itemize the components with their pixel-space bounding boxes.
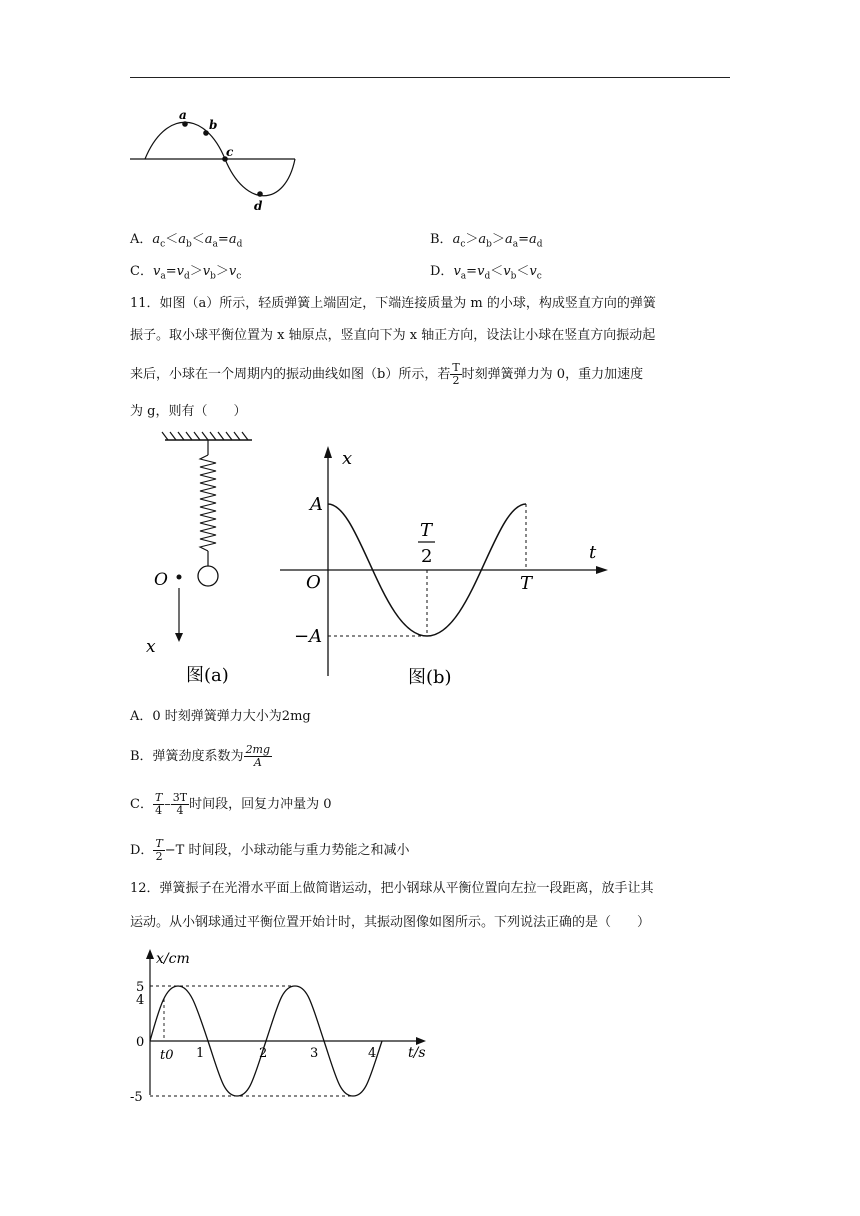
ytick-5: 5 [136,980,145,995]
q11-line2: 振子。取小球平衡位置为 x 轴原点，竖直向下为 x 轴正方向，设法让小球在竖直方向振动起 [130,328,656,343]
spring-figure-a [140,430,270,690]
fig-b-t: t [589,542,597,563]
label-d: d [254,199,263,213]
q11-line3: 来后，小球在一个周期内的振动曲线如图（b）所示，若 $\frac{T}{2}$ 时刻弹簧弹力为 0，重力加速度 [130,361,644,387]
q11-option-c[interactable]: C． $\frac{T}{4}$ – $\frac{3T}{4}$ 时间段，回复力冲量为 0 [130,791,332,817]
fig-b-O: O [306,572,321,593]
label-b: b [209,118,218,132]
q12-line2: 运动。从小钢球通过平衡位置开始计时，其振动图像如图所示。下列说法正确的是（ ） [130,915,651,930]
fig-b-halfT-num: T [420,520,433,541]
q11-option-d[interactable]: D． $\frac{T}{2}$ −T 时间段，小球动能与重力势能之和减小 [130,837,410,863]
xtick-t0: t0 [160,1048,174,1063]
fig-a-origin: O [154,570,168,590]
ytick-4: 4 [136,993,145,1008]
ytick-0: 0 [136,1035,145,1050]
ytick-neg5: -5 [130,1090,143,1105]
wave-figure [125,100,305,215]
graph-figure-b [280,440,620,695]
vibration-chart [120,945,440,1105]
xtick-1: 1 [196,1046,205,1061]
q11-option-a[interactable]: A．0 时刻弹簧弹力大小为2mg [130,709,311,724]
xtick-2: 2 [259,1046,268,1061]
fig-a-x: x [146,637,156,657]
q11-line1: 11．如图（a）所示，轻质弹簧上端固定，下端连接质量为 m 的小球，构成竖直方向的弹簧 [130,296,656,311]
fig-b-caption: 图(b) [408,667,452,688]
xtick-4: 4 [368,1046,377,1061]
header-rule [130,77,730,78]
q11-option-b[interactable]: B．弹簧劲度系数为 $\frac{2mg}{A}$ [130,743,271,769]
q12-line1: 12．弹簧振子在光滑水平面上做简谐运动，把小钢球从平衡位置向左拉一段距离，放手让其 [130,881,654,896]
label-c: c [226,145,234,159]
fig-b-T: T [520,573,533,594]
q10-option-c[interactable]: C．$v_a=v_d>v_b>v_c$ [130,264,242,282]
xtick-3: 3 [310,1046,319,1061]
fig-b-halfT-den: 2 [421,546,433,567]
q10-option-a[interactable]: A．$a_c<a_b<a_a=a_d$ [130,232,243,250]
fig-a-caption: 图(a) [186,665,229,686]
fig-b-negA: −A [294,626,323,647]
frac-T-over-2: $\frac{T}{2}$ [452,361,460,387]
xlabel: t/s [408,1045,426,1061]
q10-option-d[interactable]: D．$v_a=v_d<v_b<v_c$ [430,264,542,282]
label-a: a [179,108,187,122]
q10-option-b[interactable]: B．$a_c>a_b>a_a=a_d$ [430,232,543,250]
q11-line4: 为 g，则有（ ） [130,404,247,419]
fig-b-x: x [342,448,353,469]
ylabel: x/cm [156,951,190,967]
fig-b-A: A [310,494,323,515]
